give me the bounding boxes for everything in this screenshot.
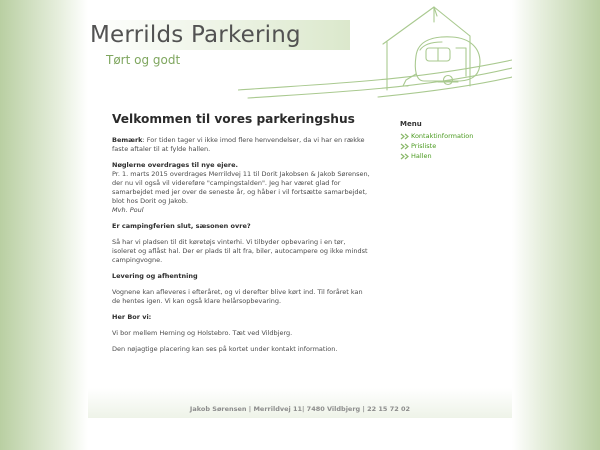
site-title[interactable]: Merrilds Parkering	[90, 22, 301, 48]
season-text: Så har vi pladsen til dit køretøjs vinterhi. Vi tilbyder opbevaring i en tør, isoleret og aflåst hal. Der er plads til alt fra, biler, autocampere og ikke mindst campingvogne.	[112, 238, 368, 264]
caravan-tent-illustration-icon	[238, 0, 512, 104]
page-container	[88, 0, 512, 418]
keys-heading: Nøglerne overdrages til nye ejere.	[112, 161, 238, 169]
menu-item-hallen[interactable]	[400, 151, 500, 161]
menu-title: Menu	[400, 120, 422, 128]
site-slogan: Tørt og godt	[106, 53, 181, 67]
keys-paragraph	[112, 161, 370, 215]
signature: Mvh. Poul	[112, 206, 144, 214]
sidebar	[400, 120, 500, 161]
page-heading: Velkommen til vores parkeringshus	[112, 112, 355, 126]
notice-label: Bemærk	[112, 136, 143, 144]
map-text: Den nøjagtige placering kan ses på kortet under kontakt information.	[112, 345, 338, 353]
menu-item-label[interactable]: Prisliste	[411, 142, 437, 150]
keys-text: Pr. 1. marts 2015 overdrages Merrildvej 11 til Dorit Jakobsen & Jakob Sørensen, der nu vil også vil videreføre "campingstalden". Jeg har været glad for samarbejdet med jer over de seneste år, og håber i vil fortsætte samarbejdet, blot hos Dorit og Jakob.	[112, 170, 370, 205]
header	[88, 0, 512, 104]
footer	[88, 388, 512, 418]
notice-text: : For tiden tager vi ikke imod flere henvendelser, da vi har en række faste aftaler til at fylde hallen.	[112, 136, 365, 153]
menu-item-kontaktinformation[interactable]	[400, 131, 500, 141]
location-text: Vi bor mellem Herning og Holstebro. Tæt ved Vildbjerg.	[112, 329, 293, 337]
menu-item-label[interactable]: Kontaktinformation	[411, 132, 474, 140]
delivery-text: Vognene kan afleveres i efteråret, og vi derefter blive kørt ind. Til foråret kan de hentes igen. Vi kan også klare helårsopbevaring.	[112, 288, 363, 305]
season-heading-paragraph	[112, 222, 370, 231]
delivery-heading: Levering og afhentning	[112, 272, 198, 280]
footer-contact-text: Jakob Sørensen | Merrildvej 11| 7480 Vildbjerg | 22 15 72 02	[189, 405, 411, 413]
menu-item-label[interactable]: Hallen	[411, 152, 432, 160]
double-chevron-right-icon	[400, 153, 410, 160]
double-chevron-right-icon	[400, 143, 410, 150]
menu-item-prisliste[interactable]	[400, 141, 500, 151]
delivery-heading-paragraph	[112, 272, 370, 281]
location-heading: Her Bor vi:	[112, 313, 152, 321]
season-heading: Er campingferien slut, sæsonen ovre?	[112, 222, 251, 230]
main-content	[112, 112, 370, 361]
location-heading-paragraph	[112, 313, 370, 322]
double-chevron-right-icon	[400, 133, 410, 140]
notice-paragraph	[112, 136, 370, 154]
menu-list	[400, 131, 500, 161]
